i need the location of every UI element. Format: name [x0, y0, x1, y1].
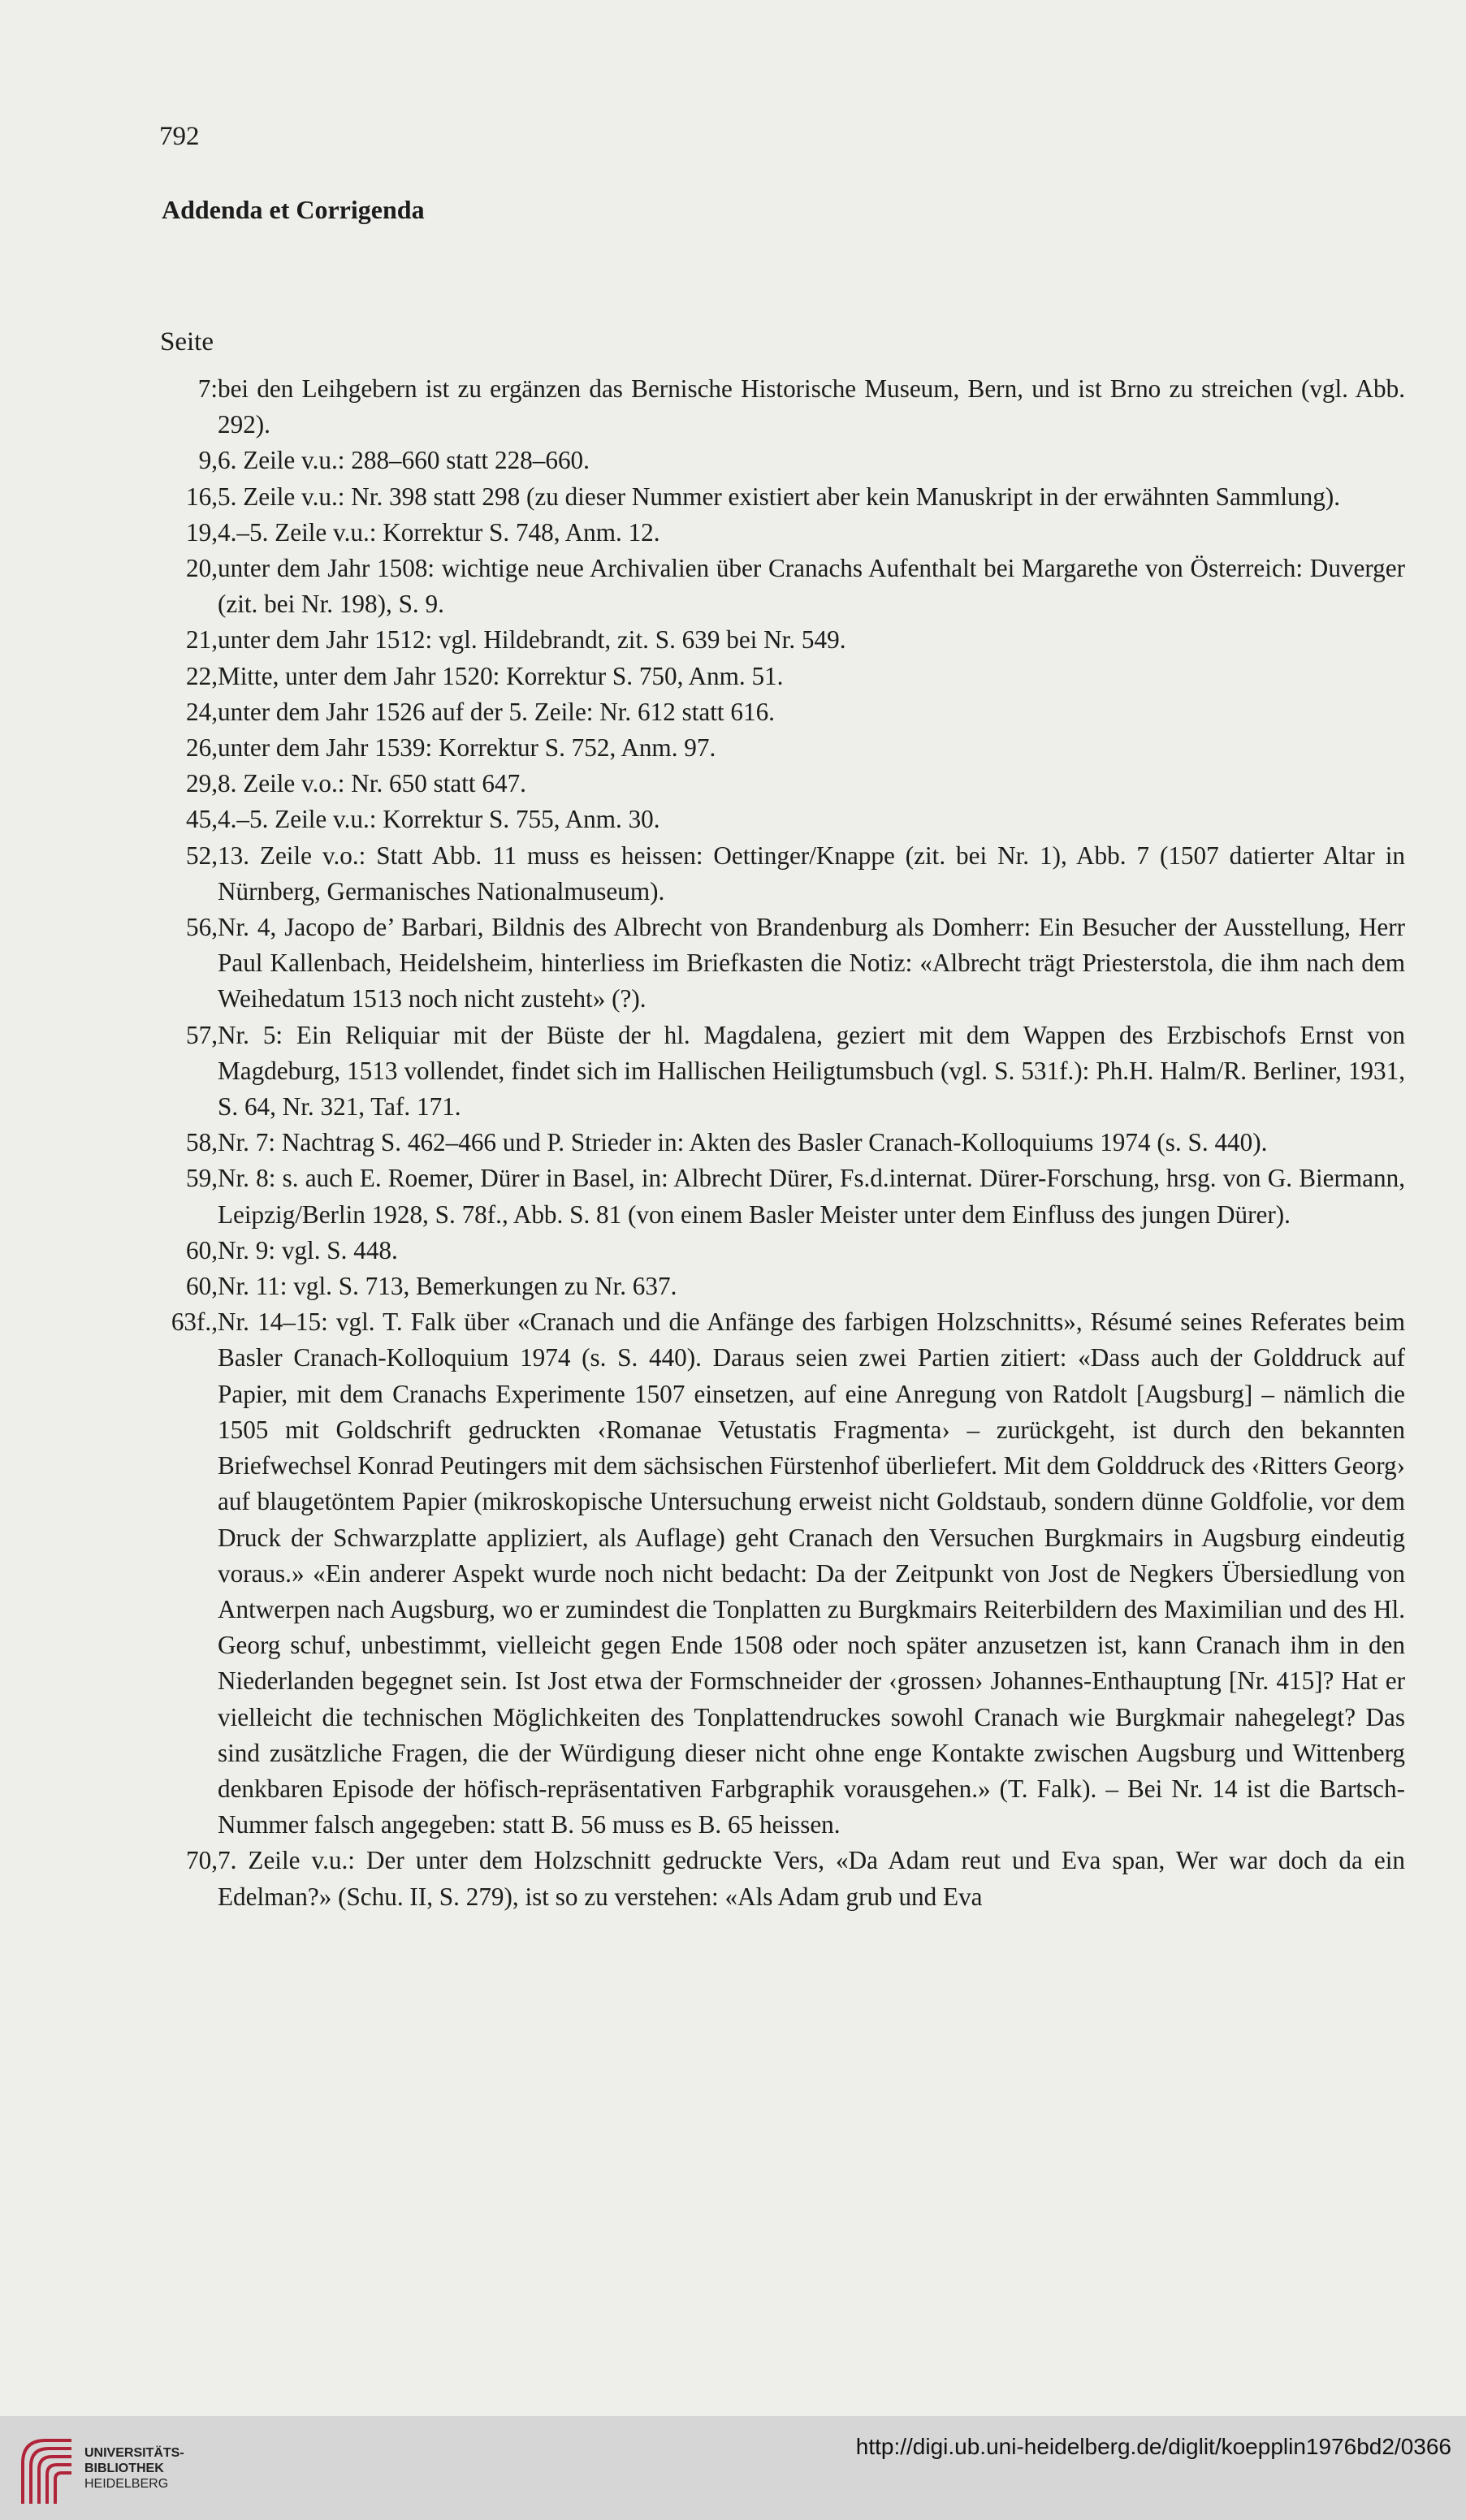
corrigendum-entry: [161, 766, 1405, 802]
entry-page-ref: 26,: [186, 733, 218, 763]
corrigendum-entry: [161, 1018, 1405, 1126]
entry-text: 4.–5. Zeile v.u.: Korrektur S. 748, Anm. 12.: [218, 517, 660, 547]
corrigendum-entry: [161, 479, 1405, 515]
footer-bar: [0, 2416, 1466, 2520]
entry-text: Nr. 4, Jacopo de’ Barbari, Bildnis des Albrecht von Brandenburg als Domherr: Ein Besucher der Ausstellung, Herr Paul Kallenbach, Heidelsheim, hinterliess im Briefkasten die Notiz: «Albrecht trägt Priesterstola, die ihm nach dem Weihedatum 1513 noch nicht zusteht» (?).: [218, 913, 1405, 1014]
entry-page-ref: 57,: [186, 1020, 218, 1049]
logo-line-3: HEIDELBERG: [84, 2477, 169, 2491]
entry-text: Nr. 14–15: vgl. T. Falk über «Cranach und die Anfänge des farbigen Holzschnitts», Résumé seines Referates beim Basler Cranach-Kolloquium 1974 (s. S. 440). Daraus seien zwei Partien zitiert: «Dass auch der Golddruck auf Papier, mit dem Cranachs Experimente 1507 einsetzen, auf eine Anregung von Ratdolt [Augsburg] – nämlich die 1505 mit Goldschrift gedruckten ‹Romanae Vetustatis Fragmenta› – zurückgeht, ist durch den bekannten Briefwechsel Konrad Peutingers mit dem sächsischen Fürstenhof überliefert. Mit dem Golddruck des ‹Ritters Georg› auf blaugetöntem Papier (mikroskopische Untersuchung erweist nicht Goldstaub, sondern dünne Goldfolie, vor dem Druck der Schwarzplatte appliziert, als Auflage) geht Cranach den Versuchen Burgkmairs in Augsburg eindeutig voraus.» «Ein anderer Aspekt wurde noch nicht bedacht: Da der Zeitpunkt von Jost de Negkers Übersiedlung von Antwerpen nach Augsburg, wo er zumindest die Tonplatten zu Burgkmairs Reiterbildern des Maximilian und des Hl. Georg schuf, unbestimmt, vielleicht gegen Ende 1508 oder noch später anzusetzen ist, kann Cranach ihm in den Niederlanden begegnet sein. Ist Jost etwa der Formschneider der ‹grossen› Johannes-Enthauptung [Nr. 415]? Hat er vielleicht die technischen Möglichkeiten des Tonplattendruckes sowohl Cranach wie Burgkmair nahegelegt? Das sind zusätzliche Fragen, die der Würdigung dieser nicht ohne enge Kontakte zwischen Augsburg und Wittenberg denkbaren Episode der höfisch-repräsentativen Farbgraphik vorausgehen.» (T. Falk). – Bei Nr. 14 ist die Bartsch-Nummer falsch angegeben: statt B. 56 muss es B. 65 heissen.: [218, 1308, 1405, 1839]
section-title: Addenda et Corrigenda: [162, 195, 425, 224]
entry-page-ref: 52,: [186, 841, 218, 870]
corrigendum-entry: [161, 515, 1405, 551]
corrigendum-entry: [161, 838, 1405, 910]
library-logo-text: [84, 2445, 184, 2492]
entry-page-ref: 58,: [186, 1128, 218, 1157]
entry-page-ref: 70,: [186, 1846, 218, 1875]
corrigendum-entry: [161, 551, 1405, 622]
entry-text: 8. Zeile v.o.: Nr. 650 statt 647.: [218, 769, 526, 798]
seite-label: Seite: [160, 327, 214, 357]
page-number: 792: [159, 122, 200, 151]
corrigendum-entry: [161, 622, 1405, 658]
entry-text: unter dem Jahr 1512: vgl. Hildebrandt, zit. S. 639 bei Nr. 549.: [218, 625, 846, 655]
entry-page-ref: 7:: [197, 374, 218, 403]
corrigendum-entry: [161, 659, 1405, 694]
corrigendum-entry: [161, 443, 1405, 478]
entry-page-ref: 24,: [186, 697, 218, 726]
entry-page-ref: 60,: [186, 1272, 218, 1301]
entry-page-ref: 29,: [186, 769, 218, 798]
entry-page-ref: 22,: [186, 661, 218, 690]
entry-page-ref: 45,: [186, 805, 218, 834]
entry-text: Nr. 5: Ein Reliquiar mit der Büste der hl. Magdalena, geziert mit dem Wappen des Erzbischofs Ernst von Magdeburg, 1513 vollendet, findet sich im Hallischen Heiligtumsbuch (vgl. S. 531f.): Ph.H. Halm/R. Berliner, 1931, S. 64, Nr. 321, Taf. 171.: [218, 1020, 1405, 1122]
logo-line-1: UNIVERSITÄTS-: [84, 2446, 184, 2460]
corrigendum-entry: [161, 1304, 1405, 1843]
corrigendum-entry: [161, 1233, 1405, 1269]
entry-text: unter dem Jahr 1508: wichtige neue Archivalien über Cranachs Aufenthalt bei Margarethe von Österreich: Duverger (zit. bei Nr. 198), S. 9.: [218, 554, 1405, 619]
corrigenda-list: [161, 371, 1405, 1915]
entry-text: bei den Leihgebern ist zu ergänzen das Bernische Historische Museum, Bern, und ist Brno zu streichen (vgl. Abb. 292).: [218, 374, 1405, 439]
entry-text: Nr. 8: s. auch E. Roemer, Dürer in Basel, in: Albrecht Dürer, Fs.d.internat. Dürer-Forschung, hrsg. von G. Biermann, Leipzig/Berlin 1928, S. 78f., Abb. S. 81 (von einem Basler Meister unter dem Einfluss des jungen Dürer).: [218, 1164, 1405, 1229]
corrigendum-entry: [161, 1269, 1405, 1304]
entry-text: Mitte, unter dem Jahr 1520: Korrektur S. 750, Anm. 51.: [218, 661, 784, 690]
source-url-link[interactable]: http://digi.ub.uni-heidelberg.de/diglit/koepplin1976bd2/0366: [855, 2434, 1451, 2459]
corrigendum-entry: [161, 1161, 1405, 1232]
entry-page-ref: 56,: [186, 913, 218, 942]
corrigendum-entry: [161, 1125, 1405, 1161]
entry-text: unter dem Jahr 1526 auf der 5. Zeile: Nr. 612 statt 616.: [218, 697, 775, 726]
entry-page-ref: 59,: [186, 1164, 218, 1193]
entry-text: 7. Zeile v.u.: Der unter dem Holzschnitt gedruckte Vers, «Da Adam reut und Eva span, Wer war doch da ein Edelman?» (Schu. II, S. 279), ist so zu verstehen: «Als Adam grub und Eva: [218, 1846, 1405, 1911]
entry-page-ref: 21,: [186, 625, 218, 655]
entry-text: 5. Zeile v.u.: Nr. 398 statt 298 (zu dieser Nummer existiert aber kein Manuskript in der erwähnten Sammlung).: [218, 482, 1341, 511]
entry-page-ref: 19,: [186, 517, 218, 547]
entry-text: unter dem Jahr 1539: Korrektur S. 752, Anm. 97.: [218, 733, 716, 763]
entry-text: Nr. 9: vgl. S. 448.: [218, 1235, 398, 1264]
entry-text: Nr. 7: Nachtrag S. 462–466 und P. Strieder in: Akten des Basler Cranach-Kolloquiums 1974 (s. S. 440).: [218, 1128, 1268, 1157]
entry-text: 4.–5. Zeile v.u.: Korrektur S. 755, Anm. 30.: [218, 805, 660, 834]
corrigendum-entry: [161, 1843, 1405, 1914]
entry-page-ref: 60,: [186, 1235, 218, 1264]
corrigendum-entry: [161, 371, 1405, 443]
entry-page-ref: 20,: [186, 554, 218, 583]
entry-page-ref: 16,: [186, 482, 218, 511]
entry-text: 13. Zeile v.o.: Statt Abb. 11 muss es heissen: Oettinger/Knappe (zit. bei Nr. 1), Abb. 7 (1507 datierter Altar in Nürnberg, Germanisches Nationalmuseum).: [218, 841, 1405, 906]
entry-page-ref: 63f.,: [171, 1308, 218, 1337]
corrigendum-entry: [161, 802, 1405, 837]
corrigendum-entry: [161, 694, 1405, 730]
entry-page-ref: 9,: [198, 446, 218, 475]
entry-text: Nr. 11: vgl. S. 713, Bemerkungen zu Nr. 637.: [218, 1272, 677, 1301]
entry-text: 6. Zeile v.u.: 288–660 statt 228–660.: [218, 446, 590, 475]
library-logo-icon: [15, 2431, 89, 2509]
logo-line-2: BIBLIOTHEK: [84, 2462, 164, 2475]
corrigendum-entry: [161, 730, 1405, 766]
corrigendum-entry: [161, 910, 1405, 1018]
